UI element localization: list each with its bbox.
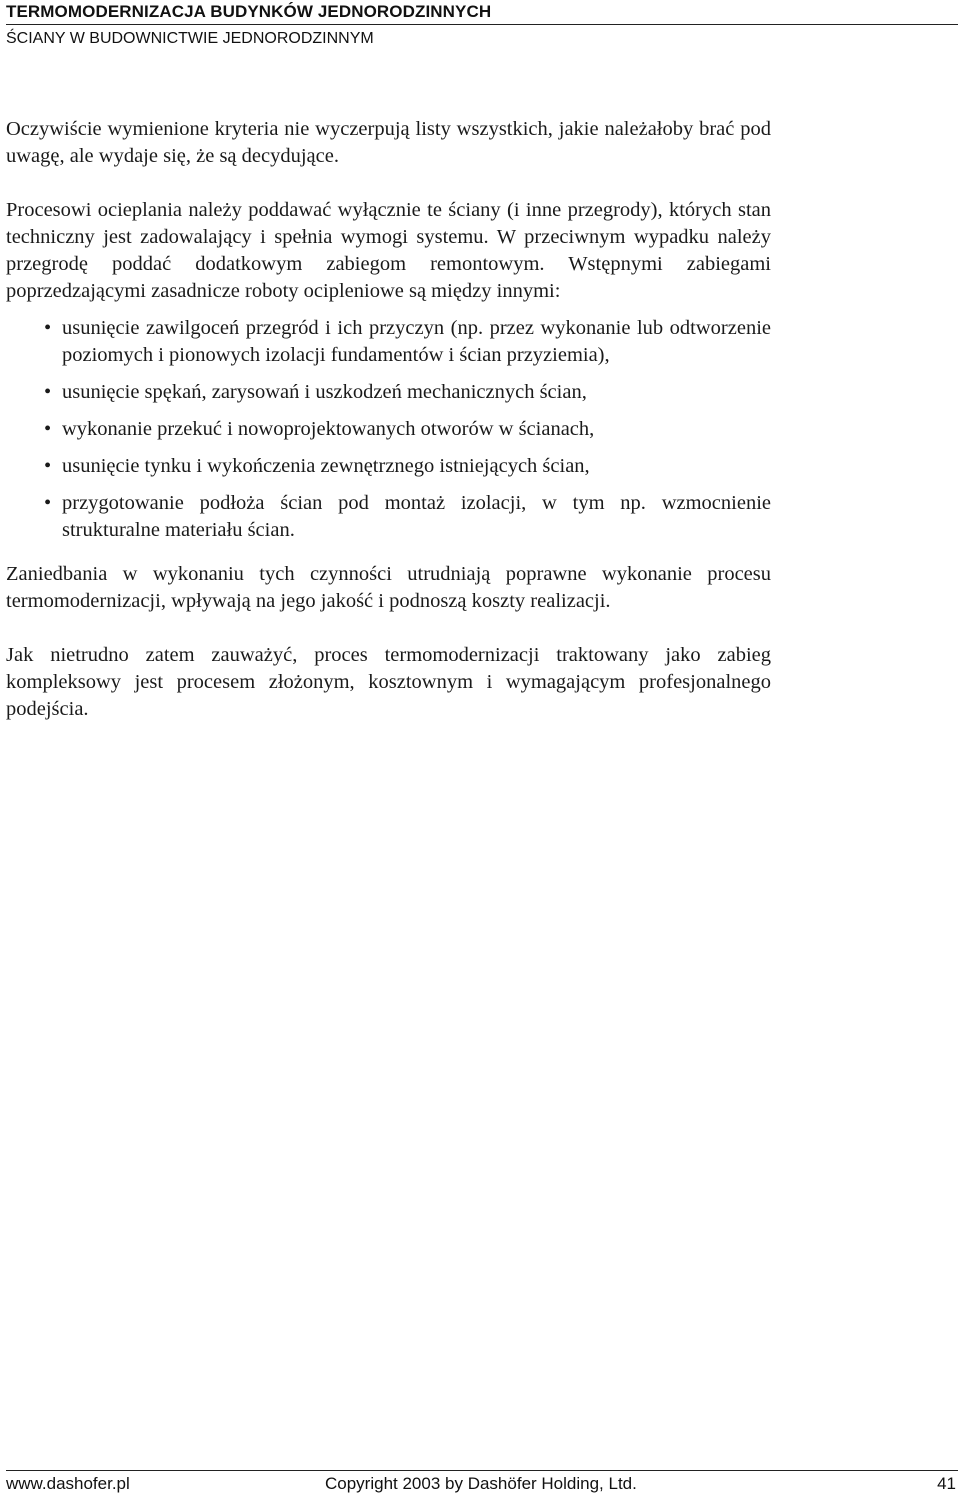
header-title: TERMOMODERNIZACJA BUDYNKÓW JEDNORODZINNYCH [6,2,492,21]
footer-website: www.dashofer.pl [6,1474,130,1493]
bullet-icon: • [44,492,52,514]
bullet-icon: • [44,418,52,440]
list-item-text: usunięcie tynku i wykończenia zewnętrznego istniejących ścian, [62,455,590,477]
list-item-text: wykonanie przekuć i nowoprojektowanych otworów w ścianach, [62,418,595,440]
page-content [6,116,771,723]
list-item [6,416,771,443]
bullet-icon: • [44,455,52,477]
bullet-icon: • [44,317,52,339]
list-item-text: usunięcie spękań, zarysowań i uszkodzeń mechanicznych ścian, [62,381,587,403]
paragraph-insulation-process: Procesowi ocieplania należy poddawać wyłącznie te ściany (i inne przegrody), których stan techniczny jest zadowalający i spełnia wymogi systemu. W przeciwnym wypadku należy przegrodę poddać dodatkowym zabiegom remontowym. Wstępnymi zabiegami poprzedzającymi zasadnicze roboty ocipleniowe są między innymi: [6,199,771,302]
bullet-icon: • [44,381,52,403]
paragraph-criteria: Oczywiście wymienione kryteria nie wyczerpują listy wszystkich, jakie należałoby brać pod uwagę, ale wydaje się, że są decydujące. [6,118,771,167]
page-footer [6,1470,958,1493]
paragraph-neglect: Zaniedbania w wykonaniu tych czynności utrudniają poprawne wykonanie procesu termomodernizacji, wpływają na jego jakość i podnoszą koszty realizacji. [6,563,771,612]
page-header [6,2,958,49]
header-divider [6,24,958,25]
footer-copyright: Copyright 2003 by Dashöfer Holding, Ltd. [325,1474,637,1493]
list-item-text: przygotowanie podłoża ścian pod montaż izolacji, w tym np. wzmocnienie strukturalne materiału ścian. [62,492,771,541]
header-subtitle: ŚCIANY W BUDOWNICTWIE JEDNORODZINNYM [6,30,374,47]
page-number: 41 [937,1474,956,1493]
list-item-text: usunięcie zawilgoceń przegród i ich przyczyn (np. przez wykonanie lub odtworzenie poziomych i pionowych izolacji fundamentów i ścian przyziemia), [62,317,771,366]
list-item [6,315,771,369]
list-item [6,453,771,480]
list-item [6,490,771,544]
list-item [6,379,771,406]
paragraph-conclusion: Jak nietrudno zatem zauważyć, proces termomodernizacji traktowany jako zabieg kompleksowy jest procesem złożonym, kosztownym i wymagającym profesjonalnego podejścia. [6,644,771,720]
preliminary-works-list [6,315,771,544]
